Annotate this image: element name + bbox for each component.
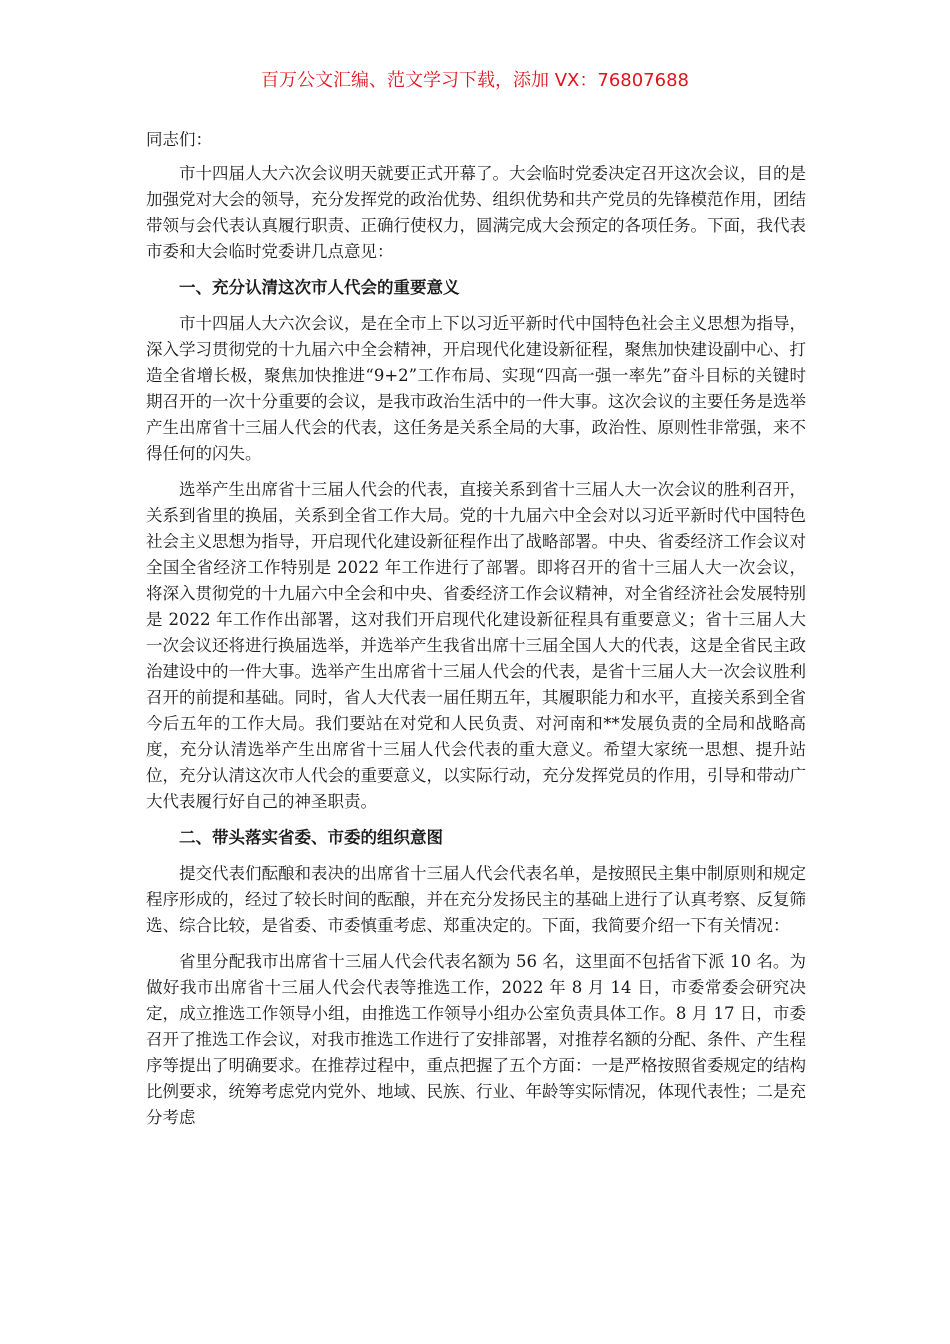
paragraph-1: 市十四届人大六次会议，是在全市上下以习近平新时代中国特色社会主义思想为指导，深入学习贯彻党的十九届六中全会精神，开启现代化建设新征程，聚焦加快建设副中心、打造全省增长极，聚焦加快推进“9+2”工作布局、实现“四高一强一率先”奋斗目标的关键时期召开的一次十分重要的会议，是我市政治生活中的一件大事。这次会议的主要任务是选举产生出席省十三届人代会的代表，这任务是关系全局的大事，政治性、原则性非常强，来不得任何的闪失。	[146, 314, 806, 463]
header-notice: 百万公文汇编、范文学习下载，添加 VX：76807688	[261, 70, 689, 91]
paragraph-intro: 市十四届人大六次会议明天就要正式开幕了。大会临时党委决定召开这次会议，目的是加强党对大会的领导，充分发挥党的政治优势、组织优势和共产党员的先锋模范作用，团结带领与会代表认真履行职责、正确行使权力，圆满完成大会预定的各项任务。下面，我代表市委和大会临时党委讲几点意见：	[146, 164, 806, 261]
paragraph-3: 提交代表们酝酿和表决的出席省十三届人代会代表名单，是按照民主集中制原则和规定程序形成的，经过了较长时间的酝酿，并在充分发扬民主的基础上进行了认真考察、反复筛选、综合比较，是省委、市委慎重考虑、郑重决定的。下面，我简要介绍一下有关情况：	[146, 864, 806, 935]
document-body	[146, 127, 806, 1141]
section-heading-1: 一、充分认清这次市人代会的重要意义	[179, 278, 460, 297]
salutation: 同志们：	[146, 130, 212, 149]
paragraph-4: 省里分配我市出席省十三届人代会代表名额为 56 名，这里面不包括省下派 10 名。为做好我市出席省十三届人代会代表等推选工作，2022 年 8 月 14 日，市委常委会研究决定，成立推选工作领导小组，由推选工作领导小组办公室负责具体工作。8 月 17 日，市委召开了推选工作会议，对我市推选工作进行了安排部署，对推荐名额的分配、条件、产生程序等提出了明确要求。在推荐过程中，重点把握了五个方面：一是严格按照省委规定的结构比例要求，统筹考虑党内党外、地域、民族、行业、年龄等实际情况，体现代表性；二是充分考虑	[146, 952, 806, 1127]
paragraph-2: 选举产生出席省十三届人代会的代表，直接关系到省十三届人大一次会议的胜利召开，关系到省里的换届，关系到全省工作大局。党的十九届六中全会对以习近平新时代中国特色社会主义思想为指导，开启现代化建设新征程作出了战略部署。中央、省委经济工作会议对全国全省经济工作特别是 2022 年工作进行了部署。即将召开的省十三届人大一次会议，将深入贯彻党的十九届六中全会和中央、省委经济工作会议精神，对全省经济社会发展特别是 2022 年工作作出部署，这对我们开启现代化建设新征程具有重要意义；省十三届人大一次会议还将进行换届选举，并选举产生我省出席十三届全国人大的代表，这是全省民主政治建设中的一件大事。选举产生出席省十三届人代会的代表，是省十三届人大一次会议胜利召开的前提和基础。同时，省人大代表一届任期五年，其履职能力和水平，直接关系到全省今后五年的工作大局。我们要站在对党和人民负责、对河南和**发展负责的全局和战略高度，充分认清选举产生出席省十三届人代会代表的重大意义。希望大家统一思想、提升站位，充分认清这次市人代会的重要意义，以实际行动，充分发挥党员的作用，引导和带动广大代表履行好自己的神圣职责。	[146, 480, 806, 811]
section-heading-2: 二、带头落实省委、市委的组织意图	[179, 828, 443, 847]
